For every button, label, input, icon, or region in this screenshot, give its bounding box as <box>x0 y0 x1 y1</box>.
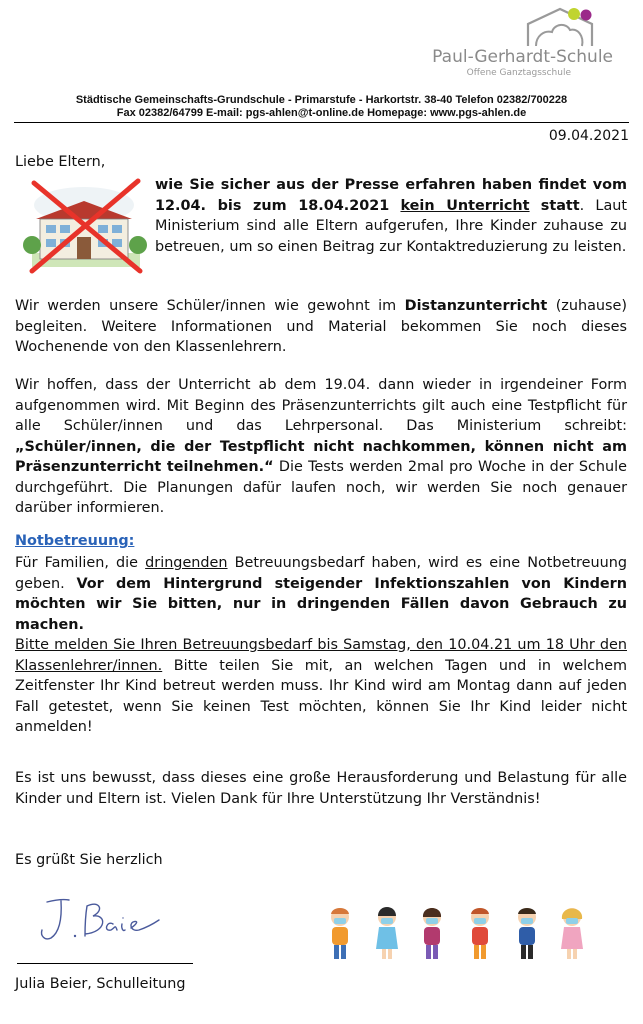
children-with-masks-illustration <box>320 905 590 965</box>
intro-bold-text: wie Sie sicher aus der Presse erfahren haben findet vom 12.04. bis zum 18.04.2021 <box>155 177 627 214</box>
nb-text-f: Bitte teilen Sie mit, an welchen Tagen und in welchem Zeitfenster Ihr Kind betreut werden muss. Ihr Kind wird am Montag dann auf jeden Fall getestet, wenn Sie keinen Test möchten, können Sie Ihr Kind leider nicht anmelden! <box>15 657 627 735</box>
p2-text-a: Wir werden unsere Schüler/innen wie gewohnt im <box>15 298 405 314</box>
child-figure <box>423 908 441 959</box>
crossed-school-icon <box>22 175 147 275</box>
school-logo <box>423 6 613 78</box>
nb-urgent: dringenden <box>145 555 228 571</box>
intro-rest-text: . Laut Ministerium sind alle Eltern aufgerufen, Ihre Kinder zuhause zu betreuen, um so einen Beitrag zur Kontaktreduzierung zu leisten. <box>155 197 628 255</box>
signer-name: Julia Beier, Schulleitung <box>15 976 186 992</box>
p3-quote: „Schüler/innen, die der Testpflicht nicht nachkommen, können nicht am Präsenzunterricht teilnehmen.“ <box>15 438 627 475</box>
child-figure <box>331 908 349 959</box>
child-figure <box>518 908 536 959</box>
emergency-care-paragraph <box>15 553 627 738</box>
nb-text-a: Für Familien, die <box>15 555 146 571</box>
p2-distance-learning: Distanzunterricht <box>404 298 548 314</box>
nb-text-c: Betreuungsbedarf haben, wird es eine Notbetreuung geben. <box>15 555 627 592</box>
logo-subtitle: Offene Ganztagsschule <box>466 68 571 78</box>
child-figure <box>471 908 489 959</box>
p3-text-c: Die Tests werden 2mal pro Woche in der Schule durchgeführt. Die Planungen dafür laufen noch, wir werden Sie noch genauer darüber informieren. <box>15 459 627 516</box>
p3-text-a: Wir hoffen, dass der Unterricht ab dem 19.04. dann wieder in irgendeiner Form aufgenommen wird. Mit Beginn des Präsenzunterrichts gilt auch eine Testpflicht für alle Schüler/innen und das Lehrpersonal. Das Ministerium schreibt: <box>15 377 627 434</box>
test-requirement-paragraph <box>15 375 627 519</box>
header-divider <box>14 122 629 123</box>
closing-text: Es grüßt Sie herzlich <box>15 852 163 868</box>
nb-registration-deadline: Bitte melden Sie Ihren Betreuungsbedarf bis Samstag, den 10.04.21 um 18 Uhr den Klassenlehrer/innen. <box>15 637 627 674</box>
intro-bold-end: statt <box>540 197 580 214</box>
nb-bold-request: Vor dem Hintergrund steigender Infektionszahlen von Kindern möchten wir Sie bitten, nur in dringenden Fällen davon Gebrauch zu machen. <box>15 575 627 633</box>
header-contact: Fax 02382/64799 E-mail: pgs-ahlen@t-online.de Homepage: www.pgs-ahlen.de <box>116 107 527 119</box>
logo-school-name: Paul-Gerhardt-Schule <box>432 47 613 67</box>
handwritten-signature <box>35 890 165 950</box>
child-figure <box>376 907 398 959</box>
letter-date: 09.04.2021 <box>548 128 629 144</box>
no-lessons-text: kein Unterricht <box>400 197 530 214</box>
signature-line <box>17 963 193 964</box>
intro-paragraph <box>155 175 627 257</box>
p2-text-c: (zuhause) begleiten. Weitere Informationen und Material bekommen Sie noch dieses Wochenende von den Klassenlehrern. <box>15 298 628 355</box>
distance-learning-paragraph <box>15 296 627 358</box>
child-figure <box>561 908 583 959</box>
emergency-care-heading: Notbetreuung: <box>15 533 135 549</box>
house-logo-icon <box>518 6 608 48</box>
header-address: Städtische Gemeinschafts-Grundschule - Primarstufe - Harkortstr. 38-40 Telefon 02382/700228 <box>75 94 568 106</box>
thanks-paragraph: Es ist uns bewusst, dass dieses eine große Herausforderung und Belastung für alle Kinder und Eltern ist. Vielen Dank für Ihre Unterstützung Ihr Verständnis! <box>15 770 627 807</box>
salutation: Liebe Eltern, <box>15 154 106 170</box>
